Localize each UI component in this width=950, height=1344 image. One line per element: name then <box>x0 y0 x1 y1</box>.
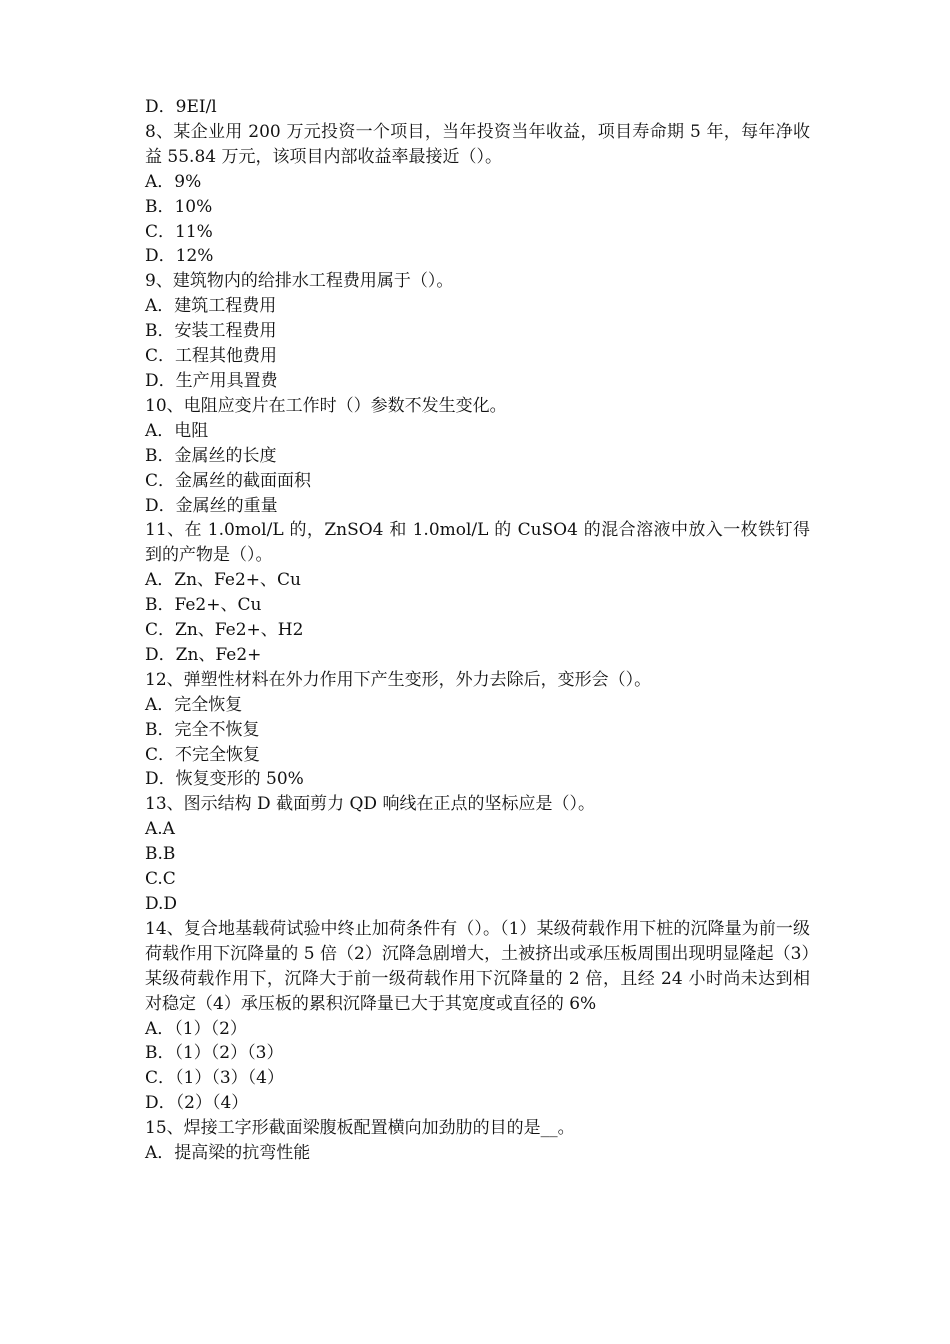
option-b-q12: B．完全不恢复 <box>145 719 260 740</box>
document-page <box>145 95 810 1166</box>
question-10: 10、电阻应变片在工作时（）参数不发生变化。 <box>145 395 507 416</box>
option-d-q7: D．9EI/l <box>145 97 217 117</box>
option-b-q13: B.B <box>145 844 176 865</box>
question-13: 13、图示结构 D 截面剪力 QD 响线在正点的坚标应是（）。 <box>145 794 595 815</box>
option-a-q10: A．电阻 <box>145 420 209 441</box>
option-b-q14: B．（1）（2）（3） <box>145 1043 284 1064</box>
question-8: 8、某企业用 200 万元投资一个项目，当年投资当年收益，项目寿命期 5 年，每年净收益 55.84 万元，该项目内部收益率最接近（）。 <box>145 121 810 167</box>
question-9: 9、建筑物内的给排水工程费用属于（）。 <box>145 271 454 292</box>
question-15: 15、焊接工字形截面梁腹板配置横向加劲肋的目的是__。 <box>145 1118 575 1139</box>
question-11: 11、在 1.0mol/L 的，ZnSO4 和 1.0mol/L 的 CuSO4 的混合溶液中放入一枚铁钉得到的产物是（）。 <box>145 520 810 566</box>
option-a-q12: A．完全恢复 <box>145 694 243 715</box>
option-d-q9: D．生产用具置费 <box>145 370 278 391</box>
option-a-q8: A．9% <box>145 171 202 192</box>
option-b-q11: B．Fe2+、Cu <box>145 595 262 616</box>
option-d-q13: D.D <box>145 894 178 914</box>
option-b-q8: B．10% <box>145 196 213 217</box>
option-c-q10: C．金属丝的截面面积 <box>145 470 312 491</box>
option-c-q8: C．11% <box>145 221 213 242</box>
option-d-q14: D．（2）（4） <box>145 1093 249 1114</box>
option-a-q15: A．提高梁的抗弯性能 <box>145 1143 311 1164</box>
option-a-q14: A．（1）（2） <box>145 1018 247 1039</box>
option-c-q9: C．工程其他费用 <box>145 346 278 367</box>
option-b-q10: B．金属丝的长度 <box>145 445 277 466</box>
question-14: 14、复合地基载荷试验中终止加荷条件有（）。（1）某级荷载作用下桩的沉降量为前一级荷载作用下沉降量的 5 倍（2）沉降急剧增大，土被挤出或承压板周围出现明显隆起（3）某级荷载作用下，沉降大于前一级荷载作用下沉降量的 2 倍，且经 24 小时尚未达到相对稳定（4）承压板的累积沉降量已大于其宽度或直径的 6% <box>145 918 810 1014</box>
option-a-q9: A．建筑工程费用 <box>145 296 277 317</box>
question-12: 12、弹塑性材料在外力作用下产生变形，外力去除后，变形会（）。 <box>145 669 652 690</box>
option-d-q8: D．12% <box>145 246 214 267</box>
option-a-q11: A．Zn、Fe2+、Cu <box>145 570 301 591</box>
option-b-q9: B．安装工程费用 <box>145 321 277 342</box>
option-c-q13: C.C <box>145 869 176 890</box>
option-c-q14: C．（1）（3）（4） <box>145 1068 284 1089</box>
option-c-q12: C．不完全恢复 <box>145 744 261 765</box>
option-a-q13: A.A <box>145 819 175 840</box>
option-d-q12: D．恢复变形的 50% <box>145 769 304 790</box>
option-c-q11: C．Zn、Fe2+、H2 <box>145 620 304 641</box>
option-d-q10: D．金属丝的重量 <box>145 495 278 516</box>
option-d-q11: D．Zn、Fe2+ <box>145 644 262 665</box>
